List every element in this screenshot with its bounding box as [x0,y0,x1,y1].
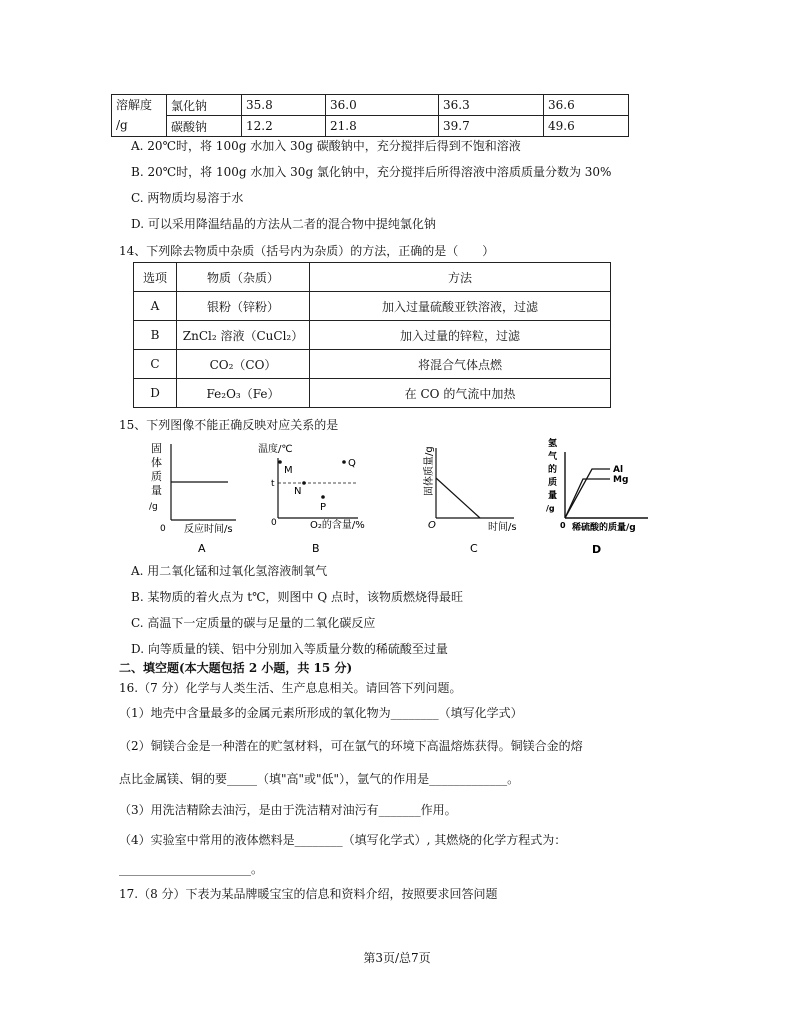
table-cell: 21.8 [326,116,439,137]
table-cell: 碳酸钠 [167,116,242,137]
table-cell: B [134,321,177,350]
table-header: 方法 [310,263,611,292]
graph-c-origin: O [428,520,436,531]
row-header-bottom: /g [116,118,128,132]
graph-c-ylabel: 固体质量/g [424,446,435,496]
graph-c-xlabel: 时间/s [488,522,517,533]
table-cell: 36.0 [326,95,439,116]
q13-option-c: C. 两物质均易溶于水 [131,191,244,205]
q16-part-2b: 点比金属镁、铜的要_____（填"高"或"低"），氩气的作用是_____________。 [119,772,520,786]
graph-b-point-m [278,460,282,464]
graph-d-series-al [565,469,610,518]
q16-intro: 16.（7 分）化学与人类生活、生产息息相关。请回答下列问题。 [119,681,462,695]
row-header [112,95,167,137]
graph-d [546,437,648,556]
graph-d-xlabel: 稀硫酸的质量/g [572,523,636,533]
table-cell: A [134,292,177,321]
graph-c [422,446,517,555]
q15-option-c: C. 高温下一定质量的碳与足量的二氧化碳反应 [131,616,376,630]
graph-d-ylabel-1: 氢 [548,439,558,449]
graph-a-ylabel-4: 量 [151,484,162,497]
impurity-table [133,262,611,408]
graph-a [149,442,236,555]
section-title: 二、填空题(本大题包括 2 小题，共 15 分) [119,661,353,675]
graph-b-label-n: N [294,486,302,497]
graph-d-origin: 0 [560,521,566,530]
table-cell: 12.2 [242,116,326,137]
q13-option-a: A. 20℃时，将 100g 水加入 30g 碳酸钠中，充分搅拌后得到不饱和溶液 [131,139,521,153]
table-cell: ZnCl₂ 溶液（CuCl₂） [177,321,310,350]
q13-option-d: D. 可以采用降温结晶的方法从二者的混合物中提纯氯化钠 [131,217,436,231]
table-cell: 49.6 [544,116,629,137]
table-cell: CO₂（CO） [177,350,310,379]
table-cell: 36.3 [439,95,544,116]
q15-option-d: D. 向等质量的镁、铝中分别加入等质量分数的稀硫酸至过量 [131,642,448,656]
table-cell: 将混合气体点燃 [310,350,611,379]
graph-d-label-al: Al [613,465,624,475]
graph-b-label-m: M [284,465,293,476]
table-cell: 加入过量的锌粒，过滤 [310,321,611,350]
row-header-top: 溶解度 [116,98,153,112]
graph-b-point-n [302,481,306,485]
table-cell: 36.6 [544,95,629,116]
table-cell: 39.7 [439,116,544,137]
q17-intro: 17.（8 分）下表为某品牌暖宝宝的信息和资料介绍，按照要求回答问题 [119,887,498,901]
table-cell: 加入过量硫酸亚铁溶液，过滤 [310,292,611,321]
graph-c-line [436,478,480,518]
graph-d-label-mg: Mg [613,475,629,485]
q16-part-1: （1）地壳中含量最多的金属元素所形成的氧化物为________（填写化学式） [119,706,523,720]
graph-a-xlabel: 反应时间/s [184,524,233,535]
graph-b-label-q: Q [348,458,356,469]
q16-part-3: （3）用洗洁精除去油污，是由于洗洁精对油污有_______作用。 [119,803,457,817]
graph-b-xlabel: O₂的含量/% [310,520,365,531]
q13-option-b: B. 20℃时，将 100g 水加入 30g 氯化钠中，充分搅拌后所得溶液中溶质质量分数为 30% [131,165,612,179]
graph-b-ylabel: 温度/℃ [258,444,293,455]
q16-part-4-answer: ______________________。 [119,862,264,876]
graph-b-point-p [321,495,325,499]
table-header: 物质（杂质） [177,263,310,292]
graph-d-ylabel-6: /g [546,504,555,513]
graph-b-origin: 0 [271,518,277,528]
graph-a-ylabel-3: 质 [151,470,162,483]
q14-question: 14、下列除去物质中杂质（括号内为杂质）的方法，正确的是（ ） [119,244,495,258]
q15-question: 15、下列图像不能正确反映对应关系的是 [119,418,339,432]
q15-graphs [140,436,660,560]
q16-part-2a: （2）铜镁合金是一种潜在的贮氢材料，可在氩气的环境下高温熔炼获得。铜镁合金的熔 [119,739,583,753]
graph-d-ylabel-4: 质 [548,478,558,488]
graph-b-caption: B [312,542,320,555]
graph-b [258,442,365,555]
table-cell: Fe₂O₃（Fe） [177,379,310,408]
solubility-table [111,94,629,137]
graph-b-label-p: P [320,502,327,513]
table-cell: D [134,379,177,408]
graph-d-caption: D [592,543,602,556]
q16-part-4: （4）实验室中常用的液体燃料是________（填写化学式）, 其燃烧的化学方程式为： [119,833,567,847]
graph-b-point-q [342,460,346,464]
q15-option-a: A. 用二氧化锰和过氧化氢溶液制氧气 [131,564,328,578]
graph-d-ylabel-5: 量 [548,491,558,501]
graph-a-origin: 0 [160,524,166,534]
graph-a-ylabel-2: 体 [151,456,162,469]
table-header: 选项 [134,263,177,292]
table-cell: 在 CO 的气流中加热 [310,379,611,408]
table-cell: 银粉（锌粉） [177,292,310,321]
graph-d-ylabel-2: 气 [548,452,558,462]
q15-option-b: B. 某物质的着火点为 t℃，则图中 Q 点时，该物质燃烧得最旺 [131,590,463,604]
graph-a-ylabel-5: /g [149,502,158,512]
graph-d-ylabel-3: 的 [548,465,558,475]
graph-d-series-mg [565,479,610,518]
graph-c-caption: C [470,542,478,555]
table-cell: 氯化钠 [167,95,242,116]
page-footer: 第3页/总7页 [363,951,431,965]
table-cell: C [134,350,177,379]
graph-b-t-label: t [271,479,275,489]
graph-a-caption: A [198,542,206,555]
graph-a-ylabel-1: 固 [151,442,162,455]
table-cell: 35.8 [242,95,326,116]
